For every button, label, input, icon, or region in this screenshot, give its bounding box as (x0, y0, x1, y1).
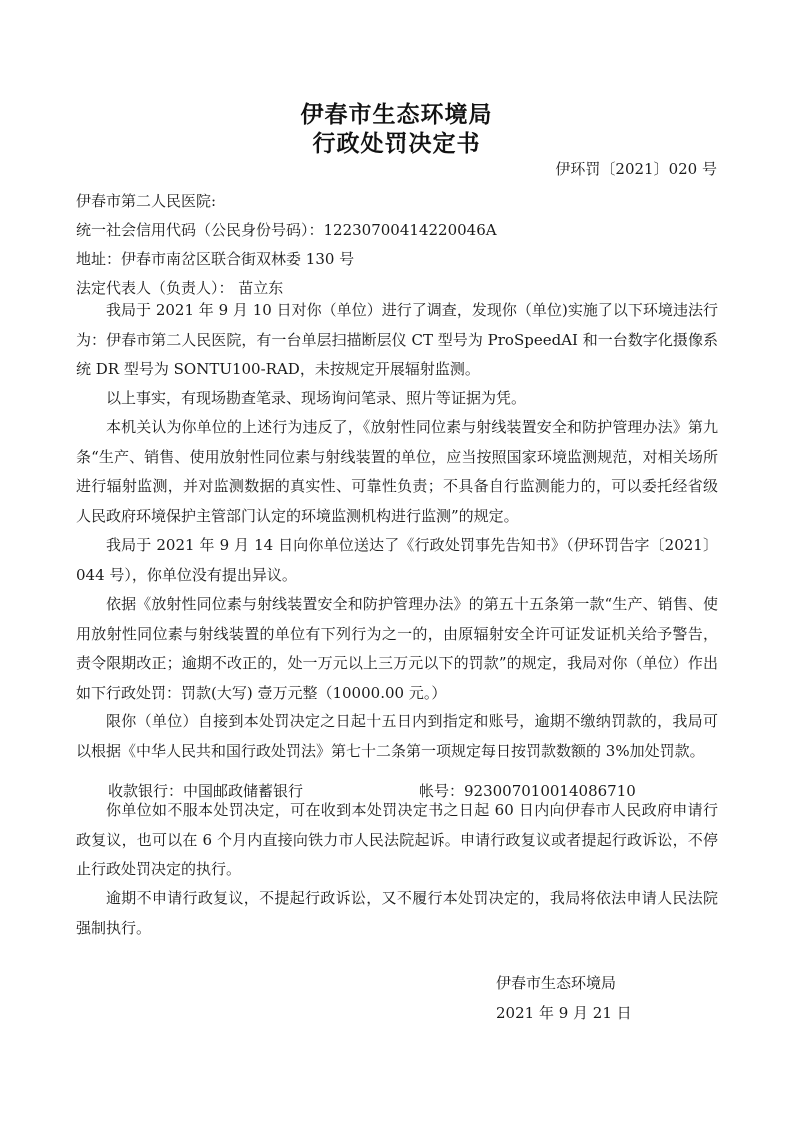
paragraph-evidence: 以上事实，有现场勘查笔录、现场询问笔录、照片等证据为凭。 (106, 389, 527, 407)
document-number: 伊环罚〔2021〕020 号 (555, 160, 717, 178)
document-title-line2: 行政处罚决定书 (312, 131, 481, 157)
party-address: 地址：伊春市南岔区联合街双林委 130 号 (76, 250, 355, 268)
paragraph-penalty: 依据《放射性同位素与射线装置安全和防护管理办法》的第五十五条第一款“生产、销售、使用放射性同位素与射线装置的单位有下列行为之一的，由原辐射安全许可证发证机关给予警告，责令限期改正；逾期不改正的，处一万元以上三万元以下的罚款”的规定，我局对你（单位）作出如下行政处罚：罚款(大写) 壹万元整（10000.00 元。） (76, 595, 718, 702)
payment-bank: 收款银行：中国邮政储蓄银行 (108, 782, 304, 800)
paragraph-notice: 我局于 2021 年 9 月 14 日向你单位送达了《行政处罚事先告知书》（伊环罚告字〔2021〕044 号），你单位没有提出异议。 (76, 536, 718, 584)
payment-account: 帐号：923007010014086710 (419, 782, 636, 800)
party-name: 伊春市第二人民医院: (76, 192, 217, 210)
paragraph-payment-deadline: 限你（单位）自接到本处罚决定之日起十五日内到指定和账号，逾期不缴纳罚款的，我局可以根据《中华人民共和国行政处罚法》第七十二条第一项规定每日按罚款数额的 3%加处罚款。 (76, 712, 718, 760)
paragraph-appeal: 你单位如不服本处罚决定，可在收到本处罚决定书之日起 60 日内向伊春市人民政府申请行政复议，也可以在 6 个月内直接向铁力市人民法院起诉。申请行政复议或者提起行政诉讼，不停止行政处罚决定的执行。 (76, 801, 718, 878)
legal-representative: 法定代表人（负责人）： 苗立东 (76, 279, 284, 297)
paragraph-investigation: 我局于 2021 年 9 月 10 日对你（单位）进行了调查，发现你（单位)实施了以下环境违法行为：伊春市第二人民医院，有一台单层扫描断层仪 CT 型号为 ProSpeedAI 和一台数字化摄像系统 DR 型号为 SONTU100-RAD，未按规定开展辐射监测。 (76, 301, 718, 378)
document-title-line1: 伊春市生态环境局 (300, 102, 493, 128)
signature-date: 2021 年 9 月 21 日 (496, 1004, 632, 1022)
paragraph-violation: 本机关认为你单位的上述行为违反了，《放射性同位素与射线装置安全和防护管理办法》第九条“生产、销售、使用放射性同位素与射线装置的单位，应当按照国家环境监测规范，对相关场所进行辐射监测，并对监测数据的真实性、可靠性负责；不具备自行监测能力的，可以委托经省级人民政府环境保护主管部门认定的环境监测机构进行监测”的规定。 (76, 418, 718, 525)
paragraph-enforcement: 逾期不申请行政复议，不提起行政诉讼，又不履行本处罚决定的，我局将依法申请人民法院强制执行。 (76, 889, 718, 937)
signature-organization: 伊春市生态环境局 (496, 974, 617, 992)
credit-code: 统一社会信用代码（公民身份号码）：12230700414220046A (76, 221, 497, 239)
